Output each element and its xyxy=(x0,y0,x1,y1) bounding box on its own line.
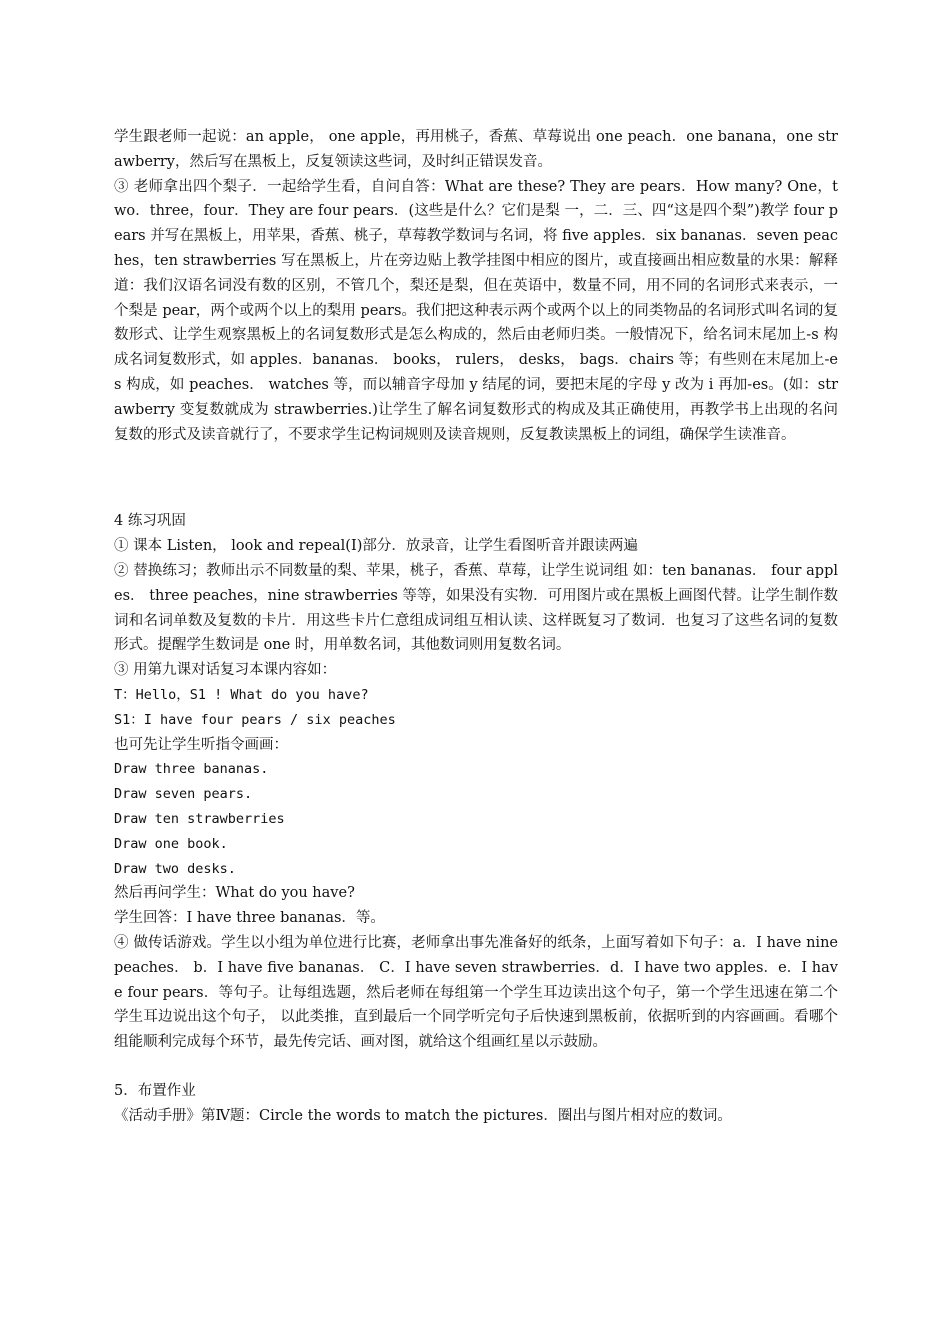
dialog-line-student: S1：I have four pears / six peaches xyxy=(114,711,396,728)
command-line: Draw ten strawberries xyxy=(114,810,285,827)
paragraph-draw-instructions: 也可先让学生听指令画画： xyxy=(114,736,288,753)
paragraph-substitution-drill: ② 替换练习；教师出示不同数量的梨、苹果，桃子，香蕉、草莓，让学生说词组 如：ten bananas． four apples． three peaches，nine strawberries 等等，如果没有实物．可用图片或在黑板上画图代替。让学生制作数词和名词单数及复数的卡片．用这些卡片仁意组成词组互相认读、这样既复习了数词．也复习了这些名词的复数形式。提醒学生数词是 one 时，用单数名词，其他数词则用复数名词。 xyxy=(114,562,838,654)
section-spacer xyxy=(114,447,838,509)
command-line: Draw two desks. xyxy=(114,860,236,877)
paragraph-student-answer: 学生回答：I have three bananas．等。 xyxy=(114,910,385,927)
command-line: Draw seven pears. xyxy=(114,786,253,803)
command-line: Draw three bananas. xyxy=(114,761,269,778)
section-4-heading: 4 练习巩固 xyxy=(114,513,186,530)
document-body xyxy=(114,125,838,1128)
paragraph-dialog-review: ③ 用第九课对话复习本课内容如： xyxy=(114,662,337,679)
paragraph-apple-intro: 学生跟老师一起说：an apple， one apple，再用桃子，香蕉、草莓说出 one peach．one banana，one strawberry，然后写在黑板上，反复领读这些词，及时纠正错误发音。 xyxy=(114,129,838,170)
dialog-line-teacher: T：Hello，S1 ! What do you have? xyxy=(114,686,369,703)
section-spacer xyxy=(114,1055,838,1079)
paragraph-homework: 《活动手册》第Ⅳ题：Circle the words to match the pictures．圈出与图片相对应的数词。 xyxy=(114,1107,732,1124)
paragraph-four-pears: ③ 老师拿出四个梨子．一起给学生看，自问自答：What are these? They are pears．How many? One，two．three，four．They are four pears．(这些是什么？它们是梨 一，二．三、四“这是四个梨”)教学 four pears 并写在黑板上，用苹果，香蕉、桃子，草莓教学数词与名词，将 five apples．six bananas．seven peaches，ten strawberries 写在黑板上，片在旁边贴上教学挂图中相应的图片，或直接画出相应数量的水果：解释道：我们汉语名词没有数的区别，不管几个，梨还是梨，但在英语中，数量不同，用不同的名词形式来表示，一个梨是 pear，两个或两个以上的梨用 pears。我们把这种表示两个或两个以上的同类物品的名词形式叫名词的复数形式、让学生观察黑板上的名词复数形式是怎么构成的，然后由老师归类。一般情况下，给名词末尾加上-s 构成名词复数形式，如 apples．bananas． books， rulers， desks， bags．chairs 等；有些则在末尾加上-es 构成，如 peaches． watches 等，而以辅音字母加 y 结尾的词，要把末尾的字母 y 改为 i 再加-es。(如：strawberry 变复数就成为 strawberries.)让学生了解名词复数形式的构成及其正确使用，再教学书上出现的名问复数的形式及读音就行了，不要求学生记构词规则及读音规则，反复教读黑板上的词组，确保学生读准音。 xyxy=(114,178,838,443)
paragraph-listen-repeat: ① 课本 Listen， look and repeal(I)部分．放录音，让学生看图听音并跟读两遍 xyxy=(114,538,638,555)
command-line: Draw one book. xyxy=(114,835,228,852)
paragraph-whisper-game: ④ 做传话游戏。学生以小组为单位进行比赛，老师拿出事先准备好的纸条，上面写着如下句子：a．I have nine peaches． b．I have five bananas． C．I have seven strawberries．d．I have two apples．e．I have four pears．等句子。让每组选题，然后老师在每组第一个学生耳边读出这个句子，第一个学生迅速在第二个学生耳边说出这个句子， 以此类推，直到最后一个同学听完句子后快速到黑板前，依据听到的内容画画。看哪个组能顺利完成每个环节，最先传完话、画对图，就给这个组画红星以示鼓励。 xyxy=(114,934,838,1051)
section-5-heading: 5．布置作业 xyxy=(114,1082,196,1099)
paragraph-ask-students: 然后再问学生：What do you have? xyxy=(114,885,355,902)
